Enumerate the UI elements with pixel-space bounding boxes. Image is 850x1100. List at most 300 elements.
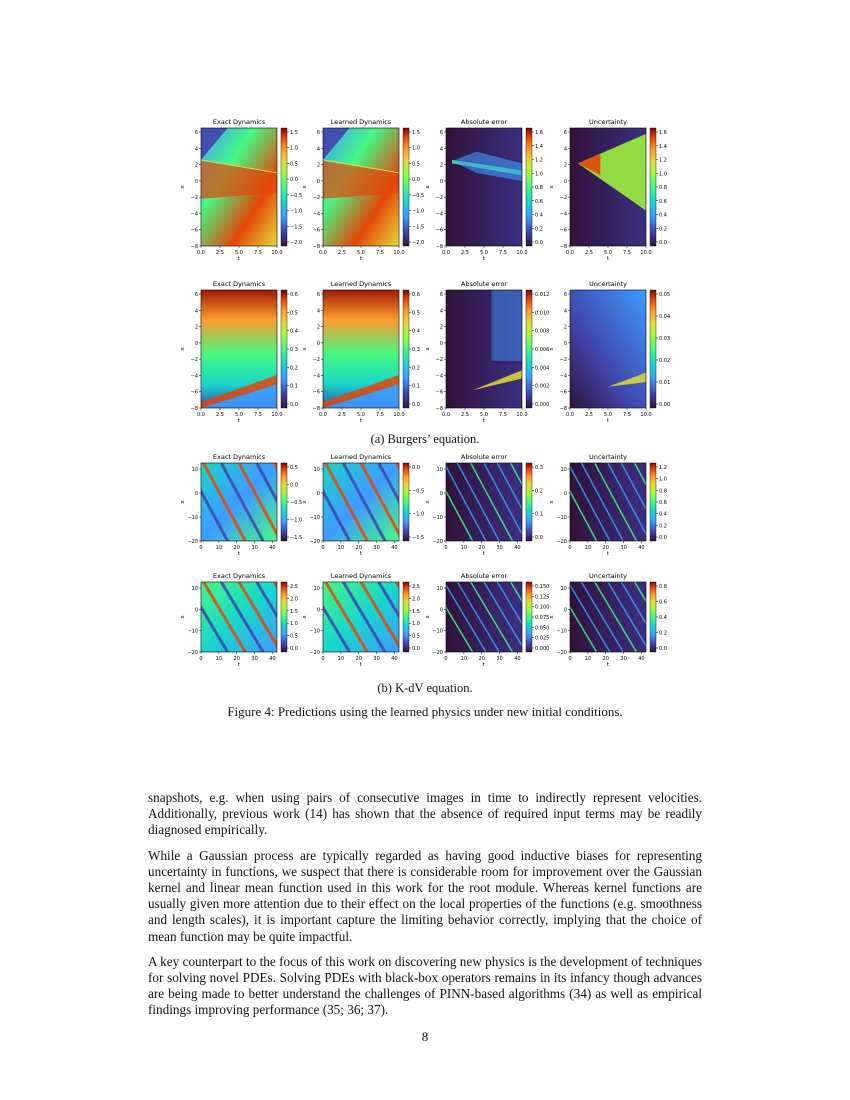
colorbar-tick-label: 0.0 <box>412 402 420 408</box>
colorbar-tick-label: 1.6 <box>535 130 543 136</box>
y-tick-label: −6 <box>312 389 320 396</box>
colorbar-tick-label: −1.0 <box>412 208 425 215</box>
heatmap <box>446 582 522 652</box>
y-tick-label: 0 <box>316 491 320 497</box>
y-axis-label: x <box>549 347 555 351</box>
colorbar-tick-label: 0.2 <box>659 523 667 530</box>
x-tick-label: 5.0 <box>480 412 488 418</box>
panel-title: Uncertainty <box>589 280 627 288</box>
y-tick-label: −6 <box>435 227 443 234</box>
x-tick-label: 0.0 <box>566 250 574 256</box>
colorbar-tick-label: 0.0 <box>659 240 667 246</box>
colorbar-tick-label: −0.5 <box>290 192 303 199</box>
x-tick-label: 2.5 <box>216 250 224 256</box>
colorbar-tick-label: 0.4 <box>659 511 667 518</box>
y-tick-label: 0 <box>563 178 567 185</box>
x-tick-label: 7.5 <box>623 412 631 418</box>
panel-title: Uncertainty <box>589 118 627 126</box>
y-tick-label: −4 <box>559 211 567 218</box>
y-tick-label: −4 <box>190 211 198 218</box>
x-tick-label: 10.0 <box>516 250 528 256</box>
x-tick-label: 0 <box>321 545 325 551</box>
y-tick-label: −6 <box>312 227 320 234</box>
x-tick-label: 30 <box>496 656 503 662</box>
colorbar-tick-label: 0.4 <box>412 328 420 335</box>
colorbar-tick-label: 0.000 <box>535 646 550 652</box>
x-tick-label: 7.5 <box>499 412 507 418</box>
x-tick-label: 2.5 <box>338 412 346 418</box>
colorbar <box>650 128 656 246</box>
colorbar-tick-label: 0.0 <box>535 240 543 246</box>
colorbar-tick-label: 0.1 <box>535 511 543 518</box>
body-text <box>148 790 702 1028</box>
y-tick-label: −8 <box>435 406 443 412</box>
colorbar-tick-label: −1.5 <box>290 224 303 231</box>
y-tick-label: −4 <box>312 373 320 380</box>
plot-panel <box>180 118 302 262</box>
y-tick-label: 2 <box>439 162 443 169</box>
y-tick-label: 4 <box>316 308 320 315</box>
panel-title: Uncertainty <box>589 453 627 461</box>
x-tick-label: 5.0 <box>604 412 612 418</box>
x-tick-label: 7.5 <box>254 412 262 418</box>
colorbar-tick-label: 0.150 <box>535 584 550 590</box>
y-tick-label: −10 <box>187 628 198 635</box>
y-tick-label: −20 <box>432 539 443 545</box>
colorbar-tick-label: 0.000 <box>535 402 550 408</box>
x-tick-label: 30 <box>373 656 380 662</box>
y-tick-label: 10 <box>313 586 320 592</box>
x-tick-label: 40 <box>391 656 398 662</box>
colorbar-tick-label: 0.6 <box>290 292 298 298</box>
y-tick-label: −10 <box>556 515 567 521</box>
x-tick-label: 20 <box>355 545 362 551</box>
colorbar-tick-label: 0.004 <box>535 365 550 372</box>
x-tick-label: 0.0 <box>566 412 574 418</box>
colorbar-tick-label: 0.025 <box>535 635 550 642</box>
colorbar-tick-label: 1.6 <box>659 130 667 136</box>
y-tick-label: −10 <box>432 515 443 521</box>
colorbar <box>403 582 409 652</box>
colorbar-tick-label: 0.6 <box>659 500 667 506</box>
colorbar-tick-label: 0.6 <box>659 599 667 606</box>
y-axis-label: x <box>302 347 308 351</box>
x-tick-label: 40 <box>638 545 645 551</box>
x-tick-label: 40 <box>638 656 645 662</box>
plot-panel <box>549 280 670 424</box>
panel-title: Exact Dynamics <box>212 118 266 126</box>
y-tick-label: −2 <box>312 357 320 364</box>
y-tick-label: −20 <box>187 650 198 656</box>
heatmap <box>570 582 646 652</box>
plot-panel <box>302 280 420 424</box>
colorbar-tick-label: 0.3 <box>412 347 420 353</box>
x-axis-label: t <box>237 662 241 668</box>
colorbar-tick-label: 1.0 <box>659 476 667 483</box>
colorbar-tick-label: 0.8 <box>659 584 667 590</box>
colorbar-tick-label: 0.4 <box>535 212 543 219</box>
colorbar-tick-label: 1.0 <box>290 145 298 152</box>
colorbar-tick-label: 0.04 <box>659 314 671 320</box>
colorbar-tick-label: −1.0 <box>290 208 303 215</box>
colorbar-tick-label: 0.5 <box>290 310 298 317</box>
x-tick-label: 0 <box>444 545 448 551</box>
panel-title: Learned Dynamics <box>330 118 392 126</box>
colorbar <box>650 290 656 408</box>
y-tick-label: −20 <box>309 539 320 545</box>
y-tick-label: 2 <box>316 162 320 169</box>
x-tick-label: 5.0 <box>357 412 365 418</box>
colorbar-tick-label: 0.0 <box>412 465 420 471</box>
y-axis-label: x <box>180 185 186 189</box>
heatmap <box>446 463 522 541</box>
y-tick-label: −8 <box>559 406 567 412</box>
colorbar-tick-label: 0.5 <box>290 161 298 168</box>
colorbar <box>526 128 532 246</box>
y-tick-label: 4 <box>194 308 198 315</box>
x-tick-label: 0.0 <box>319 412 327 418</box>
plot-panel <box>180 572 316 668</box>
colorbar-tick-label: 2.5 <box>290 584 298 590</box>
colorbar <box>403 290 409 408</box>
x-tick-label: 20 <box>602 656 609 662</box>
y-tick-label: 10 <box>313 467 320 473</box>
x-tick-label: 30 <box>620 545 627 551</box>
x-axis-label: t <box>359 551 363 557</box>
colorbar-tick-label: 0.2 <box>659 630 667 637</box>
y-tick-label: 0 <box>563 340 567 347</box>
plot-panel <box>425 280 549 424</box>
panel-title: Absolute error <box>460 118 508 126</box>
y-tick-label: −10 <box>556 628 567 635</box>
y-tick-label: −2 <box>435 357 443 364</box>
colorbar-tick-label: 0.3 <box>290 347 298 353</box>
colorbar-tick-label: −1.0 <box>412 511 425 518</box>
x-axis-label: t <box>359 662 363 668</box>
y-tick-label: 4 <box>439 146 443 153</box>
x-axis-label: t <box>606 256 610 262</box>
y-tick-label: 2 <box>563 324 567 331</box>
x-tick-label: 0 <box>568 545 572 551</box>
x-tick-label: 20 <box>233 656 240 662</box>
plot-panel <box>425 118 543 262</box>
y-axis-label: x <box>549 185 555 189</box>
x-tick-label: 0 <box>199 656 203 662</box>
colorbar-tick-label: 0.0 <box>535 535 543 541</box>
y-tick-label: −8 <box>312 406 320 412</box>
colorbar-tick-label: 0.2 <box>535 488 543 495</box>
x-tick-label: 10 <box>460 545 468 551</box>
colorbar-tick-label: 0.8 <box>659 185 667 191</box>
colorbar-tick-label: 1.5 <box>412 608 420 615</box>
y-tick-label: 10 <box>560 467 567 473</box>
x-axis-label: t <box>237 418 241 424</box>
colorbar-tick-label: 1.5 <box>290 130 298 136</box>
y-tick-label: 0 <box>439 178 443 185</box>
x-axis-label: t <box>482 662 486 668</box>
x-tick-label: 7.5 <box>254 250 262 256</box>
colorbar-tick-label: 2.0 <box>412 596 420 603</box>
x-tick-label: 0 <box>444 656 448 662</box>
colorbar <box>650 463 656 541</box>
y-tick-label: −20 <box>556 539 567 545</box>
y-axis-label: x <box>425 500 431 504</box>
x-tick-label: 7.5 <box>499 250 507 256</box>
x-axis-label: t <box>606 662 610 668</box>
colorbar-tick-label: 0.01 <box>659 380 671 386</box>
colorbar-tick-label: 0.0 <box>290 482 298 489</box>
colorbar-tick-label: −2.0 <box>290 240 303 246</box>
y-tick-label: 2 <box>316 324 320 331</box>
y-tick-label: −8 <box>312 244 320 250</box>
y-tick-label: −20 <box>432 650 443 656</box>
colorbar-tick-label: 0.050 <box>535 625 550 632</box>
colorbar-tick-label: 0.2 <box>659 226 667 233</box>
plot-panel <box>180 280 298 424</box>
y-axis-label: x <box>180 347 186 351</box>
colorbar <box>650 582 656 652</box>
x-tick-label: 10.0 <box>516 412 528 418</box>
colorbar-tick-label: 0.5 <box>412 161 420 168</box>
x-tick-label: 30 <box>251 545 258 551</box>
y-tick-label: 0 <box>563 491 567 497</box>
colorbar-tick-label: 0.0 <box>412 646 420 652</box>
colorbar-tick-label: 0.1 <box>412 383 420 390</box>
y-tick-label: 6 <box>439 292 443 298</box>
y-tick-label: −8 <box>190 406 198 412</box>
x-tick-label: 10.0 <box>640 412 652 418</box>
colorbar <box>403 463 409 541</box>
y-tick-label: 4 <box>563 146 567 153</box>
x-tick-label: 10.0 <box>640 250 652 256</box>
colorbar-tick-label: 0.0 <box>412 177 420 184</box>
colorbar-tick-label: 0.0 <box>659 535 667 541</box>
colorbar <box>526 290 532 408</box>
paragraph: snapshots, e.g. when using pairs of consecutive images in time to indirectly represent velocities. Additionally, previous work (14) has shown that the absence of required input terms may be readily diagnosed empirically. <box>148 790 702 838</box>
y-tick-label: 0 <box>439 340 443 347</box>
y-tick-label: −8 <box>435 244 443 250</box>
y-tick-label: 10 <box>436 586 443 592</box>
colorbar-tick-label: 0.1 <box>290 383 298 390</box>
colorbar-tick-label: 0.2 <box>535 226 543 233</box>
colorbar-tick-label: 0.0 <box>290 646 298 652</box>
y-tick-label: −4 <box>435 211 443 218</box>
colorbar <box>281 128 287 246</box>
x-tick-label: 7.5 <box>623 250 631 256</box>
colorbar-tick-label: 0.006 <box>535 347 550 353</box>
colorbar-tick-label: 1.0 <box>535 171 543 178</box>
panel-title: Absolute error <box>460 572 508 580</box>
colorbar-tick-label: −2.0 <box>412 240 425 246</box>
panel-title: Learned Dynamics <box>330 572 392 580</box>
colorbar-tick-label: 0.5 <box>290 633 298 640</box>
x-tick-label: 5.0 <box>357 250 365 256</box>
x-axis-label: t <box>359 256 363 262</box>
x-axis-label: t <box>237 551 241 557</box>
panel-title: Absolute error <box>460 453 508 461</box>
colorbar-tick-label: 1.5 <box>290 608 298 615</box>
colorbar-tick-label: 1.0 <box>412 621 420 628</box>
x-tick-label: 2.5 <box>461 412 469 418</box>
colorbar-tick-label: 0.0 <box>290 402 298 408</box>
subcaption-burgers: (a) Burgers’ equation. <box>370 432 480 446</box>
y-tick-label: −10 <box>309 515 320 521</box>
colorbar-tick-label: 1.5 <box>412 130 420 136</box>
colorbar-tick-label: 0.125 <box>535 594 550 601</box>
colorbar-tick-label: −0.5 <box>412 192 425 199</box>
paragraph: While a Gaussian process are typically regarded as having good inductive biases for representing uncertainty in functions, we suspect that there is considerable room for improvement over the Gaussian kernel and linear mean function used in this work for the root module. Whereas kernel functions are usually given more attention due to their effect on the local properties of the functions (e.g. smoothness and length scales), it is important capture the limiting behavior correctly, implying that the choice of mean function may be quite impactful. <box>148 847 702 944</box>
colorbar-tick-label: 1.0 <box>412 145 420 152</box>
colorbar-tick-label: 0.05 <box>659 292 671 298</box>
y-tick-label: −6 <box>559 227 567 234</box>
x-axis-label: t <box>606 551 610 557</box>
x-tick-label: 0.0 <box>197 250 205 256</box>
subcaption-kdv: (b) K-dV equation. <box>377 681 473 695</box>
y-tick-label: −2 <box>312 195 320 202</box>
x-tick-label: 30 <box>373 545 380 551</box>
plot-panel <box>302 572 438 668</box>
colorbar-tick-label: 1.0 <box>290 621 298 628</box>
y-tick-label: −20 <box>556 650 567 656</box>
panel-title: Exact Dynamics <box>212 453 266 461</box>
y-tick-label: −20 <box>187 539 198 545</box>
colorbar-tick-label: −1.5 <box>412 535 425 541</box>
x-axis-label: t <box>606 418 610 424</box>
y-tick-label: −4 <box>559 373 567 380</box>
x-tick-label: 5.0 <box>235 250 243 256</box>
y-tick-label: −20 <box>309 650 320 656</box>
heatmap <box>570 463 646 541</box>
y-tick-label: 4 <box>439 308 443 315</box>
y-tick-label: 2 <box>194 162 198 169</box>
x-tick-label: 20 <box>602 545 609 551</box>
x-axis-label: t <box>482 418 486 424</box>
x-tick-label: 30 <box>620 656 627 662</box>
x-tick-label: 40 <box>514 545 521 551</box>
x-tick-label: 0.0 <box>442 250 450 256</box>
y-tick-label: −2 <box>190 195 198 202</box>
y-tick-label: 6 <box>563 292 567 298</box>
colorbar-tick-label: 0.6 <box>659 198 667 205</box>
y-tick-label: 10 <box>191 586 198 592</box>
panel-title: Exact Dynamics <box>212 572 266 580</box>
colorbar-tick-label: 0.8 <box>535 185 543 191</box>
x-tick-label: 40 <box>269 545 276 551</box>
plot-panel <box>302 118 424 262</box>
x-tick-label: 10 <box>584 656 592 662</box>
x-tick-label: 10.0 <box>271 250 283 256</box>
plot-panel <box>425 453 566 557</box>
x-tick-label: 30 <box>251 656 258 662</box>
colorbar <box>281 290 287 408</box>
x-tick-label: 20 <box>478 545 485 551</box>
colorbar-tick-label: 0.5 <box>412 310 420 317</box>
colorbar-tick-label: 0.5 <box>290 465 298 471</box>
colorbar-tick-label: 0.2 <box>412 365 420 372</box>
page-number: 8 <box>421 1029 429 1044</box>
y-tick-label: −2 <box>559 357 567 364</box>
colorbar-tick-label: 0.010 <box>535 310 550 317</box>
colorbar-tick-label: 0.4 <box>290 328 298 335</box>
y-tick-label: −10 <box>187 515 198 521</box>
y-tick-label: 0 <box>316 178 320 185</box>
plot-panel <box>180 453 316 557</box>
x-tick-label: 10.0 <box>393 412 405 418</box>
colorbar-tick-label: 0.100 <box>535 604 550 611</box>
y-tick-label: 10 <box>560 586 567 592</box>
colorbar-tick-label: 0.075 <box>535 615 550 621</box>
y-tick-label: 2 <box>563 162 567 169</box>
plot-panel <box>549 453 690 557</box>
colorbar <box>526 463 532 541</box>
x-tick-label: 0 <box>568 656 572 662</box>
colorbar-tick-label: 1.2 <box>659 157 667 164</box>
colorbar-tick-label: 1.2 <box>659 465 667 471</box>
y-axis-label: x <box>549 500 555 504</box>
paragraph: A key counterpart to the focus of this work on discovering new physics is the development of techniques for solving novel PDEs. Solving PDEs with black-box operators remains in its infancy though advances are being made to better understand the challenges of PINN-based algorithms (34) as well as empirical findings improving performance (35; 36; 37). <box>148 953 702 1018</box>
heatmap <box>570 290 646 408</box>
colorbar-tick-label: 0.4 <box>659 212 667 219</box>
y-axis-label: x <box>302 500 308 504</box>
y-tick-label: 0 <box>316 607 320 614</box>
x-tick-label: 0.0 <box>197 412 205 418</box>
y-tick-label: 6 <box>439 130 443 136</box>
x-tick-label: 20 <box>355 656 362 662</box>
y-axis-label: x <box>302 185 308 189</box>
y-tick-label: 6 <box>194 130 198 136</box>
x-tick-label: 20 <box>478 656 485 662</box>
y-tick-label: −8 <box>190 244 198 250</box>
colorbar-tick-label: 0.4 <box>659 615 667 621</box>
y-tick-label: 2 <box>439 324 443 331</box>
panel-title: Exact Dynamics <box>212 280 266 288</box>
x-tick-label: 40 <box>269 656 276 662</box>
colorbar-tick-label: 1.4 <box>535 143 543 150</box>
x-tick-label: 2.5 <box>585 250 593 256</box>
colorbar-tick-label: 0.2 <box>290 365 298 372</box>
y-axis-label: x <box>302 615 308 619</box>
x-tick-label: 0.0 <box>319 250 327 256</box>
x-tick-label: 7.5 <box>376 250 384 256</box>
y-tick-label: 4 <box>316 146 320 153</box>
y-tick-label: 0 <box>194 607 198 614</box>
x-tick-label: 2.5 <box>338 250 346 256</box>
y-tick-label: 0 <box>439 491 443 497</box>
x-tick-label: 10 <box>215 545 223 551</box>
x-tick-label: 2.5 <box>461 250 469 256</box>
y-axis-label: x <box>549 615 555 619</box>
y-tick-label: −2 <box>435 195 443 202</box>
y-tick-label: −8 <box>559 244 567 250</box>
x-tick-label: 20 <box>233 545 240 551</box>
colorbar-tick-label: 0.002 <box>535 383 550 390</box>
colorbar-tick-label: 0.00 <box>659 402 671 408</box>
y-tick-label: −4 <box>435 373 443 380</box>
colorbar-tick-label: 0.008 <box>535 328 550 335</box>
y-tick-label: −6 <box>559 389 567 396</box>
y-axis-label: x <box>425 185 431 189</box>
y-axis-label: x <box>180 615 186 619</box>
x-axis-label: t <box>482 256 486 262</box>
y-tick-label: −2 <box>559 195 567 202</box>
y-tick-label: 0 <box>316 340 320 347</box>
y-tick-label: −6 <box>190 389 198 396</box>
y-tick-label: 0 <box>194 491 198 497</box>
colorbar-tick-label: 0.0 <box>290 177 298 184</box>
colorbar-tick-label: −1.5 <box>290 535 303 541</box>
colorbar-tick-label: 0.02 <box>659 358 671 364</box>
y-axis-label: x <box>425 347 431 351</box>
